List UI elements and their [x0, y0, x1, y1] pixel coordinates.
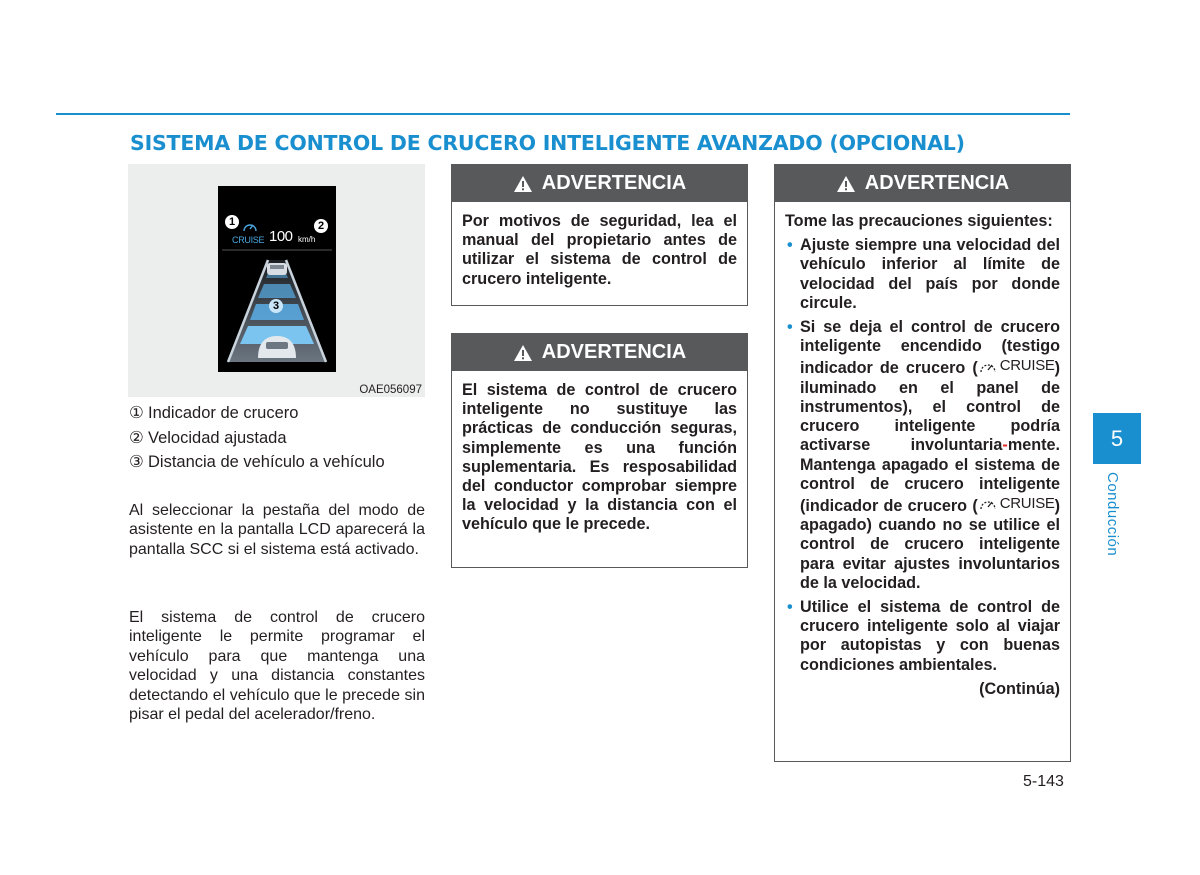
precaution-text: mente. Mantenga apagado el sistema de control de crucero inteligente (indicador de crucero (	[800, 436, 1060, 516]
warning-title: ADVERTENCIA	[541, 172, 687, 194]
set-speed-value: 100	[269, 228, 293, 245]
precaution-list	[785, 236, 1060, 675]
legend-item	[129, 453, 429, 472]
warning-header	[452, 165, 747, 202]
warning-title: ADVERTENCIA	[541, 341, 687, 363]
bullet-icon: •	[787, 236, 793, 255]
header-rule	[56, 113, 1070, 115]
warning-intro: Tome las precauciones siguientes:	[785, 212, 1053, 230]
legend-item	[129, 429, 429, 448]
cruise-indicator-icon	[242, 221, 258, 233]
legend-number: ②	[129, 429, 144, 447]
body-paragraph: El sistema de control de crucero inteligente le permite programar el vehículo para que mantenga una velocidad y una distancia constantes detectando el vehículo que le precede sin pisar el pedal del acelerador/freno.	[129, 609, 425, 724]
precaution-text: ) iluminado en el panel de instrumentos), el control de crucero inteligente podría activarse involuntaria	[800, 359, 1060, 455]
callout-3: 3	[269, 299, 283, 313]
cruise-text: CRUISE	[999, 357, 1055, 375]
cruise-speedometer-icon	[978, 359, 998, 374]
warning-box	[451, 333, 748, 568]
precaution-text: Si se deja el control de crucero inteligente encendido (testigo indicador de crucero (	[800, 318, 1060, 378]
legend-number: ③	[129, 453, 144, 471]
list-item	[785, 318, 1060, 593]
body-paragraph: Al seleccionar la pestaña del modo de asistente en la pantalla LCD aparecerá la pantalla SCC si el sistema está activado.	[129, 502, 425, 558]
warning-header	[452, 334, 747, 371]
cluster-figure	[128, 164, 425, 397]
continues-label: (Continúa)	[979, 679, 1060, 698]
bullet-icon: •	[787, 318, 793, 337]
warning-box	[451, 164, 748, 306]
legend-item	[129, 404, 429, 423]
precaution-text: Utilice el sistema de control de crucero inteligente solo al viajar por autopistas y con buenas condiciones ambientales.	[800, 598, 1060, 674]
warning-box	[774, 164, 1071, 762]
legend-text: Indicador de crucero	[148, 404, 299, 422]
cruise-indicator-inline	[978, 494, 1055, 513]
precaution-text: ) apagado) cuando no se utilice el control de crucero inteligente para evitar ajustes involuntarios de la velocidad.	[800, 497, 1060, 592]
page-number: 5-143	[1023, 773, 1064, 790]
cruise-indicator-inline	[978, 356, 1055, 375]
lcd-screen	[218, 186, 336, 372]
section-title: SISTEMA DE CONTROL DE CRUCERO INTELIGENTE AVANZADO (OPCIONAL)	[130, 131, 965, 155]
warning-text: Por motivos de seguridad, lea el manual del propietario antes de utilizar el sistema de control de crucero inteligente.	[462, 212, 737, 288]
figure-code: OAE056097	[359, 384, 422, 396]
cruise-text: CRUISE	[999, 494, 1055, 512]
cruise-label: CRUISE	[232, 235, 265, 245]
warning-text	[775, 202, 1070, 707]
warning-header	[775, 165, 1070, 202]
legend-number: ①	[129, 404, 144, 422]
scc-display-graphic	[218, 186, 336, 372]
precaution-text: Ajuste siempre una velocidad del vehículo inferior al límite de velocidad del país por donde circule.	[800, 236, 1060, 312]
cruise-speedometer-icon	[978, 496, 998, 511]
warning-triangle-icon	[513, 344, 533, 362]
warning-text: El sistema de control de crucero inteligente no sustituye las prácticas de conducción seguras, simplemente es una función suplementaria. Es resposabilidad del conductor comprobar siempre la velocidad y la distancia con el vehículo que le precede.	[462, 381, 737, 534]
warning-triangle-icon	[513, 175, 533, 193]
legend-text: Distancia de vehículo a vehículo	[148, 453, 385, 471]
callout-1: 1	[225, 215, 239, 229]
list-item	[785, 598, 1060, 675]
warning-title: ADVERTENCIA	[864, 172, 1010, 194]
bullet-icon: •	[787, 598, 793, 617]
warning-triangle-icon	[836, 175, 856, 193]
callout-2: 2	[314, 219, 328, 233]
legend-text: Velocidad ajustada	[148, 429, 287, 447]
chapter-tab: 5	[1093, 413, 1141, 464]
list-item	[785, 236, 1060, 313]
set-speed-unit: km/h	[298, 235, 316, 244]
hyphen-mark: -	[1002, 436, 1008, 455]
chapter-label: Conducción	[1104, 472, 1121, 557]
